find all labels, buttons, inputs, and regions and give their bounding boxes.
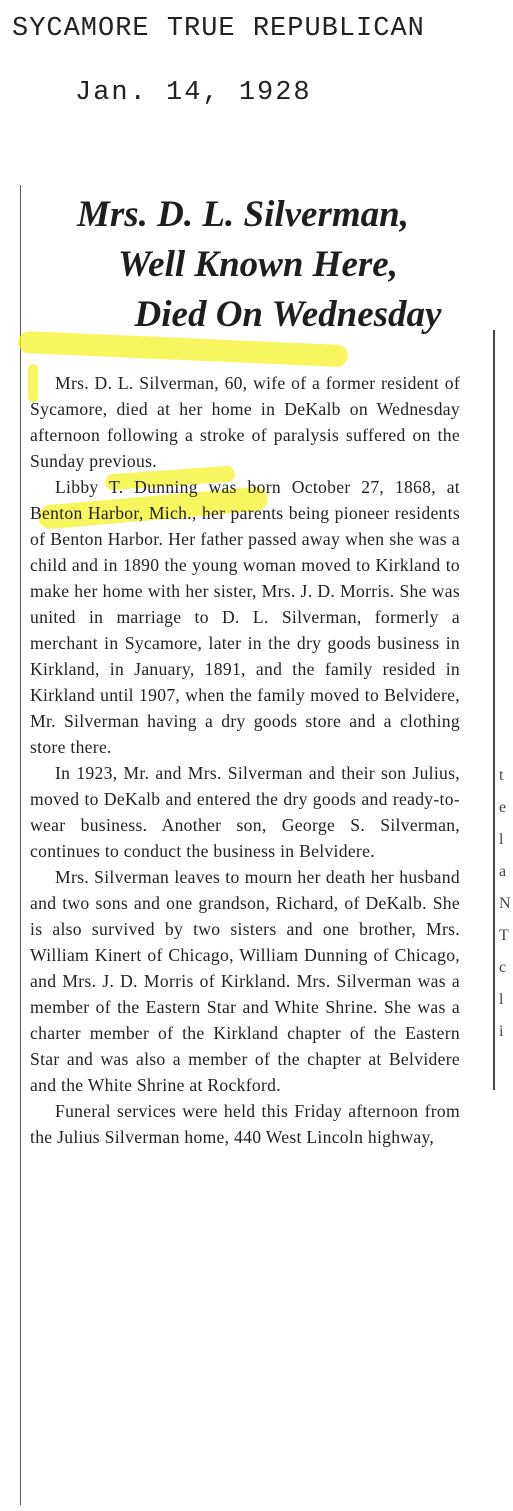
margin-fragment: l: [499, 991, 504, 1008]
column-rule-right: [493, 330, 495, 1090]
margin-fragment: l: [499, 831, 504, 848]
adjacent-column-fragments: [499, 760, 513, 1048]
dateline: Jan. 14, 1928: [75, 78, 312, 108]
paragraph-3: In 1923, Mr. and Mrs. Silverman and their son Julius, moved to DeKalb and entered the dry goods and ready-to-wear business. Another son, George S. Silverman, continues to conduct the business in Belvidere.: [30, 763, 460, 861]
paragraph-2: Libby T. Dunning was born October 27, 1868, at Benton Harbor, Mich., her parents being pioneer residents of Benton Harbor. Her father passed away when she was a child and in 1890 the young woman moved to Kirkland to make her home with her sister, Mrs. J. D. Morris. She was united in marriage to D. L. Silverman, formerly a merchant in Sycamore, later in the dry goods business in Kirkland, in January, 1891, and the family resided in Kirkland until 1907, when the family moved to Belvidere, Mr. Silverman having a dry goods store and a clothing store there.: [30, 477, 460, 757]
column-rule-left: [20, 185, 21, 1505]
paragraph-1: Mrs. D. L. Silverman, 60, wife of a former resident of Sycamore, died at her home in DeKalb on Wednesday afternoon following a stroke of paralysis suffered on the Sunday previous.: [30, 373, 460, 471]
article-headline: [28, 190, 478, 340]
margin-fragment: i: [499, 1023, 504, 1040]
article-body: [30, 370, 460, 1150]
margin-fragment: N: [499, 895, 511, 912]
margin-fragment: a: [499, 863, 507, 880]
margin-fragment: c: [499, 959, 507, 976]
margin-fragment: e: [499, 799, 507, 816]
headline-line-3: Died On Wednesday: [134, 294, 442, 335]
margin-fragment: t: [499, 767, 504, 784]
paragraph-5: Funeral services were held this Friday afternoon from the Julius Silverman home, 440 West Lincoln highway,: [30, 1101, 460, 1147]
paragraph-4: Mrs. Silverman leaves to mourn her death her husband and two sons and one grandson, Richard, of DeKalb. She is also survived by two sisters and one brother, Mrs. William Kinert of Chicago, William Dunning of Chicago, and Mrs. J. D. Morris of Kirkland. Mrs. Silverman was a member of the Eastern Star and White Shrine. She was a charter member of the Kirkland chapter of the Eastern Star and was also a member of the chapter at Belvidere and the White Shrine at Rockford.: [30, 867, 460, 1095]
headline-line-1: Mrs. D. L. Silverman,: [76, 194, 409, 235]
masthead: SYCAMORE TRUE REPUBLICAN: [12, 14, 425, 44]
headline-line-2: Well Known Here,: [118, 244, 398, 285]
margin-fragment: T: [499, 927, 509, 944]
